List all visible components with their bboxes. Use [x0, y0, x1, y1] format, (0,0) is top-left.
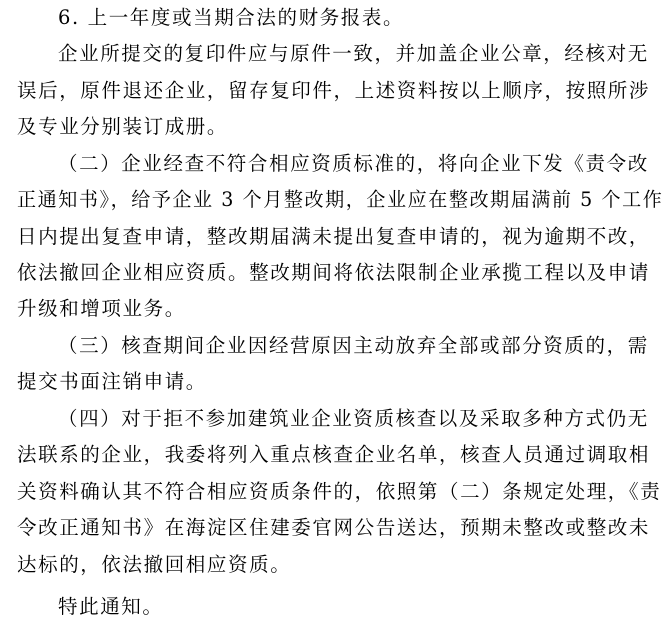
paragraph-three-line-2: 提交书面注销申请。 — [17, 370, 207, 393]
paragraph-four-line-5: 达标的，依法撤回相应资质。 — [17, 553, 292, 576]
paragraph-four-line-1: （四）对于拒不参加建筑业企业资质核查以及采取多种方式仍无 — [58, 407, 649, 430]
closing-notice: 特此通知。 — [58, 595, 164, 618]
paragraph-two-line-5: 升级和增项业务。 — [17, 297, 186, 320]
paragraph-two-line-1: （二）企业经查不符合相应资质标准的，将向企业下发《责令改 — [58, 152, 649, 175]
paragraph-copies-line-2: 误后，原件退还企业，留存复印件，上述资料按以上顺序，按照所涉 — [17, 79, 651, 102]
paragraph-four-line-3: 关资料确认其不符合相应资质条件的，依照第（二）条规定处理，《责 — [17, 480, 662, 503]
paragraph-four-line-4: 令改正通知书》在海淀区住建委官网公告送达，预期未整改或整改未 — [17, 516, 651, 539]
paragraph-two-line-2: 正通知书》，给予企业 3 个月整改期，企业应在整改期届满前 5 个工作 — [17, 188, 664, 211]
paragraph-copies-line-3: 及专业分别装订成册。 — [17, 115, 229, 138]
item-6-line: 6. 上一年度或当期合法的财务报表。 — [58, 6, 405, 29]
paragraph-three-line-1: （三）核查期间企业因经营原因主动放弃全部或部分资质的，需 — [58, 334, 649, 357]
paragraph-four-line-2: 法联系的企业，我委将列入重点核查企业名单，核查人员通过调取相 — [17, 443, 651, 466]
paragraph-two-line-3: 日内提出复查申请，整改期届满未提出复查申请的，视为逾期不改， — [17, 225, 651, 248]
paragraph-two-line-4: 依法撤回企业相应资质。整改期间将依法限制企业承揽工程以及申请 — [17, 261, 651, 284]
paragraph-copies-line-1: 企业所提交的复印件应与原件一致，并加盖企业公章，经核对无 — [58, 42, 649, 65]
